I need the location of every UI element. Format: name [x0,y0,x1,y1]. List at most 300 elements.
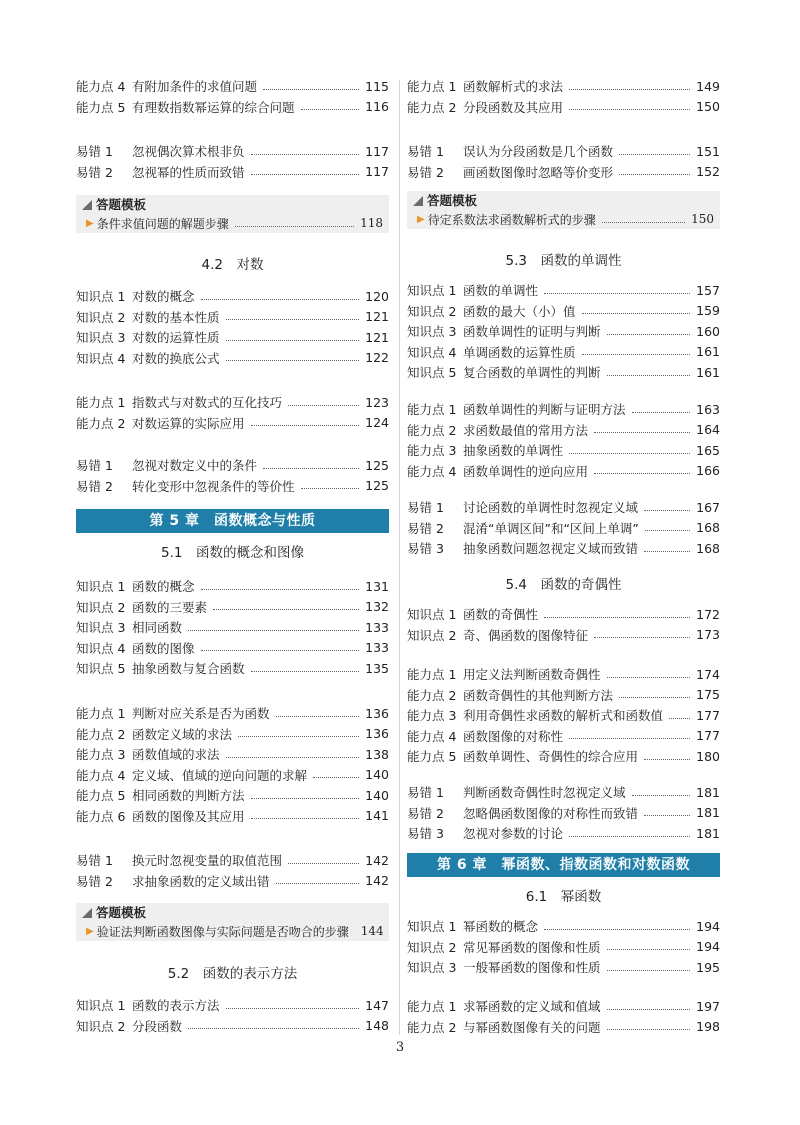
entry-page: 150 [696,99,720,114]
dot-leader [569,738,690,739]
entry-title: 转化变形中忽视条件的等价性 [132,478,295,494]
dot-leader [569,453,690,454]
section-heading: 5.4 函数的奇偶性 [505,577,622,593]
entry-page: 140 [365,787,389,803]
toc-entry[interactable] [407,98,720,116]
entry-title: 讨论函数的单调性时忽视定义域 [463,500,639,515]
entry-title: 指数式与对数式的互化技巧 [132,395,283,410]
dot-leader [226,1008,360,1009]
template-entry[interactable] [86,215,383,231]
dot-leader [276,883,360,884]
entry-label: 能力点 3 [407,708,457,723]
entry-title: 分段函数 [132,1018,183,1034]
toc-entry[interactable] [407,363,720,381]
entry-label: 易错 1 [76,853,113,868]
dot-leader [301,488,360,489]
entry-page: 194 [696,939,720,954]
entry-label: 知识点 3 [76,330,126,345]
template-title [82,905,146,921]
entry-title: 混淆“单调区间”和“区间上单调” [463,520,639,536]
entry-title: 抽象函数的单调性 [463,443,564,458]
entry-label: 能力点 4 [407,463,457,479]
entry-label: 知识点 5 [407,365,457,380]
entry-title: 定义域、值域的逆向问题的求解 [132,767,308,783]
entry-page: 181 [696,805,720,820]
toc-entry[interactable] [76,349,389,367]
entry-label: 易错 3 [407,826,444,841]
entry-page: 166 [696,463,720,478]
entry-title: 与幂函数图像有关的问题 [463,1019,601,1035]
entry-page: 194 [696,918,720,934]
answer-template-box [76,195,389,233]
toc-entry[interactable] [407,783,720,801]
entry-page: 177 [696,728,720,743]
dot-leader [632,795,691,796]
template-title [82,197,146,213]
entry-page: 161 [696,344,720,359]
entry-page: 174 [696,666,720,682]
entry-title: 对数运算的实际应用 [132,415,245,431]
toc-entry[interactable] [76,77,389,95]
entry-label: 能力点 2 [76,415,126,431]
toc-entry[interactable] [407,917,720,935]
entry-title: 函数图像的对称性 [463,728,564,744]
entry-page: 151 [696,143,720,159]
entry-page: 115 [365,78,389,94]
dot-leader [188,1028,359,1029]
entry-page: 177 [696,707,720,723]
entry-label: 能力点 5 [76,788,126,803]
toc-entry[interactable] [407,343,720,361]
entry-label: 知识点 3 [407,324,457,339]
dot-leader [569,109,690,110]
entry-label: 知识点 3 [76,620,126,635]
toc-entry[interactable] [407,281,720,299]
entry-label: 易错 2 [407,520,444,536]
dot-leader [607,334,691,335]
entry-page: 181 [696,784,720,800]
entry-title: 一般幂函数的图像和性质 [463,960,601,975]
entry-title: 单调函数的运算性质 [463,344,576,360]
toc-entry[interactable] [76,618,389,636]
entry-label: 能力点 1 [76,706,126,721]
entry-label: 易错 1 [407,500,444,515]
toc-entry[interactable] [76,639,389,657]
toc-entry[interactable] [76,704,389,722]
dot-leader [619,154,690,155]
template-entry[interactable] [417,211,714,227]
entry-label: 易错 1 [407,144,444,159]
dot-leader [619,697,690,698]
entry-label: 易错 1 [76,144,113,159]
entry-title: 对数的概念 [132,289,195,304]
toc-entry[interactable] [407,441,720,459]
entry-label: 知识点 4 [407,344,457,360]
entry-page: 197 [696,998,720,1014]
toc-entry[interactable] [407,77,720,95]
entry-page: 149 [696,78,720,94]
entry-title: 对数的换底公式 [132,350,220,366]
entry-title: 分段函数及其应用 [463,99,564,115]
section-heading: 5.1 函数的概念和图像 [161,545,304,561]
entry-title: 相同函数 [132,620,183,635]
section-heading: 5.3 函数的单调性 [505,253,622,269]
dot-leader [226,757,360,758]
entry-page: 161 [696,364,720,380]
entry-page: 136 [365,705,389,721]
dot-leader [201,589,360,590]
entry-label: 能力点 2 [407,422,457,438]
entry-label: 能力点 1 [407,79,457,94]
entry-page: 167 [696,499,720,515]
entry-label: 易错 2 [76,478,113,494]
dot-leader [251,818,360,819]
toc-entry[interactable] [407,938,720,956]
toc-entry[interactable] [407,727,720,745]
dot-leader [276,716,360,717]
toc-entry[interactable] [407,142,720,160]
entry-title: 复合函数的单调性的判断 [463,365,601,380]
toc-entry[interactable] [76,328,389,346]
template-entry[interactable] [86,923,383,939]
toc-entry[interactable] [407,605,720,623]
entry-page: 180 [696,748,720,764]
template-entry-page: 118 [360,216,383,230]
toc-entry[interactable] [76,851,389,869]
orange-arrow-icon: ▶ [417,213,425,225]
toc-entry[interactable] [76,725,389,743]
entry-page: 157 [696,282,720,298]
entry-title: 函数解析式的求法 [463,79,564,94]
entry-page: 159 [696,303,720,318]
dot-leader [645,530,690,531]
dot-leader [263,89,359,90]
entry-page: 124 [365,415,389,430]
entry-title: 有附加条件的求值问题 [132,79,258,94]
toc-entry[interactable] [407,421,720,439]
entry-title: 常见幂函数的图像和性质 [463,939,601,955]
corner-triangle-icon [82,200,92,210]
entry-page: 172 [696,606,720,622]
toc-entry[interactable] [407,824,720,842]
dot-leader [632,412,691,413]
dot-leader [644,551,690,552]
entry-title: 函数单调性的判断与证明方法 [463,402,626,417]
entry-title: 函数值域的求法 [132,747,220,762]
entry-title: 求抽象函数的定义域出错 [132,873,270,889]
dot-leader [226,340,360,341]
entry-label: 知识点 4 [76,350,126,366]
dot-leader [226,319,360,320]
entry-page: 136 [365,726,389,741]
entry-label: 能力点 2 [407,687,457,703]
entry-title: 函数单调性、奇偶性的综合应用 [463,749,639,764]
entry-page: 168 [696,520,720,535]
toc-entry[interactable] [76,1017,389,1035]
entry-page: 133 [365,619,389,635]
toc-entry[interactable] [407,322,720,340]
toc-entry[interactable] [76,477,389,495]
entry-label: 知识点 1 [407,919,457,934]
toc-entry[interactable] [76,98,389,116]
toc-entry[interactable] [76,807,389,825]
dot-leader [607,375,691,376]
section-heading: 6.1 幂函数 [525,889,602,905]
entry-title: 函数单调性的证明与判断 [463,324,601,339]
entry-title: 忽视对数定义中的条件 [132,458,258,473]
entry-page: 195 [696,959,720,975]
toc-entry[interactable] [407,804,720,822]
entry-page: 164 [696,422,720,437]
dot-leader [251,154,360,155]
toc-entry[interactable] [407,498,720,516]
entry-page: 168 [696,540,720,556]
chapter-banner: 第 5 章 函数概念与性质 [76,509,389,533]
toc-entry[interactable] [407,706,720,724]
entry-page: 116 [365,99,389,114]
dot-leader [251,174,360,175]
dot-leader [607,949,691,950]
entry-title: 用定义法判断函数奇偶性 [463,667,601,682]
toc-entry[interactable] [76,872,389,890]
entry-title: 相同函数的判断方法 [132,788,245,803]
dot-leader [544,929,690,930]
entry-page: 125 [365,457,389,473]
toc-entry[interactable] [407,539,720,557]
entry-title: 对数的运算性质 [132,330,220,345]
entry-title: 函数的表示方法 [132,998,220,1013]
toc-entry[interactable] [407,747,720,765]
dot-leader [213,609,359,610]
toc-entry[interactable] [407,462,720,480]
entry-label: 知识点 1 [76,289,126,304]
entry-page: 165 [696,442,720,458]
page-number: 3 [395,1040,405,1055]
toc-entry[interactable] [76,745,389,763]
entry-title: 求函数最值的常用方法 [463,422,589,438]
entry-label: 易错 2 [407,805,444,821]
dot-leader [582,354,691,355]
template-title-text: 答题模板 [96,905,147,920]
entry-page: 152 [696,164,720,179]
toc-entry[interactable] [407,997,720,1015]
corner-triangle-icon [413,196,423,206]
entry-title: 函数的图像 [132,640,195,656]
dot-leader [226,360,360,361]
toc-entry[interactable] [407,958,720,976]
entry-label: 知识点 2 [407,627,457,643]
entry-page: 138 [365,746,389,762]
answer-template-box [407,191,720,229]
dot-leader [569,836,690,837]
entry-page: 125 [365,478,389,493]
entry-label: 能力点 4 [76,767,126,783]
entry-title: 误认为分段函数是几个函数 [463,144,614,159]
toc-entry[interactable] [407,519,720,537]
toc-entry[interactable] [407,302,720,320]
entry-page: 131 [365,578,389,594]
entry-label: 易错 1 [407,785,444,800]
entry-page: 142 [365,873,389,888]
entry-title: 忽视对参数的讨论 [463,826,564,841]
dot-leader [235,226,354,227]
toc-entry[interactable] [76,308,389,326]
template-title-text: 答题模板 [427,193,478,208]
toc-entry[interactable] [76,393,389,411]
dot-leader [594,637,690,638]
dot-leader [594,473,690,474]
entry-page: 141 [365,808,389,823]
entry-title: 函数单调性的逆向应用 [463,463,589,479]
toc-entry[interactable] [76,786,389,804]
dot-leader [602,222,685,223]
toc-entry[interactable] [407,1018,720,1036]
entry-title: 奇、偶函数的图像特征 [463,627,589,643]
template-entry-title: 条件求值问题的解题步骤 [96,216,229,231]
entry-page: 133 [365,640,389,655]
entry-label: 易错 1 [76,458,113,473]
entry-label: 知识点 2 [76,1018,126,1034]
toc-entry[interactable] [76,456,389,474]
dot-leader [594,432,690,433]
entry-title: 画函数图像时忽略等价变形 [463,164,614,180]
answer-template-box [76,903,389,941]
orange-arrow-icon: ▶ [86,217,94,229]
entry-label: 知识点 2 [76,309,126,325]
entry-label: 知识点 2 [76,599,126,615]
entry-page: 142 [365,852,389,868]
chapter-banner: 第 6 章 幂函数、指数函数和对数函数 [407,853,720,877]
dot-leader [251,671,360,672]
dot-leader [569,89,690,90]
toc-entry[interactable] [76,659,389,677]
template-entry-page: 150 [691,212,714,226]
entry-label: 知识点 1 [76,579,126,594]
dot-leader [238,736,359,737]
dot-leader [607,1029,691,1030]
dot-leader [288,863,359,864]
toc-entry[interactable] [76,996,389,1014]
entry-label: 知识点 5 [76,661,126,676]
entry-page: 160 [696,323,720,339]
toc-entry[interactable] [76,287,389,305]
entry-title: 有理数指数幂运算的综合问题 [132,99,295,115]
entry-label: 知识点 2 [407,303,457,319]
entry-label: 知识点 1 [407,283,457,298]
entry-title: 函数的图像及其应用 [132,808,245,824]
section-heading: 5.2 函数的表示方法 [167,966,298,982]
dot-leader [644,759,690,760]
dot-leader [263,468,359,469]
entry-page: 148 [365,1018,389,1033]
toc-entry[interactable] [76,766,389,784]
entry-page: 123 [365,394,389,410]
entry-label: 能力点 2 [407,1019,457,1035]
entry-label: 知识点 3 [407,960,457,975]
section-heading: 4.2 对数 [201,257,264,273]
dot-leader [644,510,690,511]
entry-label: 知识点 2 [407,939,457,955]
entry-title: 判断函数奇偶性时忽视定义域 [463,785,626,800]
dot-leader [251,425,360,426]
dot-leader [301,109,360,110]
toc-entry[interactable] [76,598,389,616]
toc-entry[interactable] [407,626,720,644]
dot-leader [288,405,359,406]
dot-leader [619,174,690,175]
entry-page: 163 [696,401,720,417]
entry-title: 换元时忽视变量的取值范围 [132,853,283,868]
entry-label: 能力点 4 [407,728,457,744]
orange-arrow-icon: ▶ [86,925,94,937]
entry-title: 幂函数的概念 [463,919,539,934]
toc-entry[interactable] [76,577,389,595]
template-entry-page: 144 [360,924,384,938]
entry-label: 能力点 1 [407,402,457,417]
entry-page: 120 [365,288,389,304]
entry-label: 能力点 1 [76,395,126,410]
entry-title: 抽象函数与复合函数 [132,661,245,676]
dot-leader [201,650,360,651]
entry-page: 198 [696,1019,720,1034]
toc-entry[interactable] [407,400,720,418]
toc-entry[interactable] [407,686,720,704]
entry-title: 忽略偶函数图像的对称性而致错 [463,805,639,821]
entry-title: 抽象函数问题忽视定义域而致错 [463,541,639,556]
dot-leader [188,630,359,631]
dot-leader [201,299,360,300]
entry-page: 173 [696,627,720,642]
entry-page: 140 [365,767,389,782]
entry-title: 函数定义域的求法 [132,726,233,742]
entry-title: 函数奇偶性的其他判断方法 [463,687,614,703]
entry-title: 忽视幂的性质而致错 [132,164,245,180]
entry-label: 能力点 3 [407,443,457,458]
entry-title: 函数的最大（小）值 [463,303,576,319]
entry-page: 175 [696,687,720,702]
entry-page: 132 [365,599,389,614]
entry-label: 易错 2 [76,873,113,889]
entry-label: 能力点 5 [76,99,126,115]
entry-title: 利用奇偶性求函数的解析式和函数值 [463,708,664,723]
entry-label: 能力点 4 [76,79,126,94]
template-entry-title: 待定系数法求函数解析式的步骤 [427,212,596,227]
dot-leader [607,677,691,678]
dot-leader [607,1009,691,1010]
toc-entry[interactable] [76,414,389,432]
entry-label: 能力点 3 [76,747,126,762]
entry-label: 易错 2 [407,164,444,180]
dot-leader [669,718,690,719]
dot-leader [313,777,359,778]
toc-entry[interactable] [76,142,389,160]
toc-entry[interactable] [407,163,720,181]
entry-title: 函数的单调性 [463,283,539,298]
entry-page: 181 [696,825,720,841]
entry-title: 忽视偶次算术根非负 [132,144,245,159]
entry-label: 知识点 4 [76,640,126,656]
dot-leader [544,617,690,618]
toc-entry[interactable] [76,163,389,181]
entry-title: 求幂函数的定义域和值域 [463,999,601,1014]
entry-title: 判断对应关系是否为函数 [132,706,270,721]
entry-page: 117 [365,164,389,179]
entry-label: 能力点 1 [407,667,457,682]
dot-leader [251,798,360,799]
entry-label: 易错 3 [407,541,444,556]
toc-entry[interactable] [407,665,720,683]
entry-title: 函数的概念 [132,579,195,594]
